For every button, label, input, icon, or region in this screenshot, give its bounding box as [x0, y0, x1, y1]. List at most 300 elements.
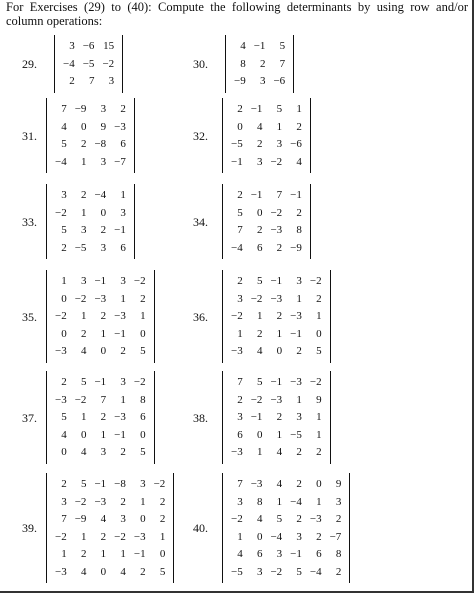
matrix-entry: 2 [100, 310, 107, 322]
matrix-entry: 7 [237, 478, 243, 490]
determinant-matrix [230, 38, 289, 91]
matrix-row [227, 222, 306, 240]
matrix-entry: 2 [80, 548, 87, 560]
matrix-entry: 3 [276, 548, 283, 560]
matrix-entry: 3 [335, 495, 342, 508]
matrix-entry: 0 [276, 345, 283, 357]
matrix-entry: −2 [309, 275, 322, 287]
matrix-entry: 1 [316, 428, 322, 441]
matrix-row [227, 564, 345, 582]
matrix-entry: 2 [237, 103, 243, 115]
determinant-bars [54, 35, 123, 93]
matrix-entry: 1 [100, 327, 107, 340]
matrix-row [227, 205, 306, 223]
matrix-entry: −2 [270, 155, 283, 168]
matrix-entry: 3 [296, 411, 302, 423]
matrix-row [227, 511, 345, 529]
matrix-row [227, 529, 345, 547]
matrix-row [227, 343, 326, 361]
matrix-entry: 2 [237, 275, 243, 287]
matrix-entry: −3 [94, 495, 107, 508]
matrix-row [227, 291, 326, 309]
matrix-entry: −6 [82, 40, 95, 52]
matrix-entry: 3 [296, 275, 302, 287]
matrix-entry: 1 [61, 275, 67, 287]
matrix-entry: 1 [296, 292, 302, 305]
matrix-entry: 2 [237, 189, 243, 201]
matrix-entry: −2 [309, 376, 322, 388]
matrix-entry: 5 [80, 376, 87, 388]
determinant-bars [222, 270, 331, 363]
matrix-entry: 4 [237, 548, 243, 560]
exercise-number: 36. [193, 309, 208, 324]
matrix-entry: 8 [140, 393, 146, 406]
matrix-entry: −1 [290, 327, 302, 340]
exercise-number: 29. [22, 57, 37, 71]
matrix-row [227, 546, 345, 564]
matrix-entry: −3 [114, 310, 126, 322]
exercise-number: 30. [193, 57, 208, 71]
matrix-entry: 4 [80, 345, 87, 357]
matrix-entry: −1 [250, 189, 263, 201]
determinant-matrix [227, 476, 345, 581]
matrix-row [51, 476, 169, 494]
matrix-entry: −2 [55, 530, 67, 543]
matrix-entry: 5 [237, 206, 243, 219]
matrix-entry: 5 [276, 513, 283, 525]
matrix-entry: 3 [259, 75, 266, 87]
matrix-entry: 6 [256, 241, 263, 254]
matrix-entry: −3 [55, 565, 67, 578]
matrix-entry: 2 [61, 241, 67, 254]
matrix-row [51, 187, 130, 205]
matrix-entry: −7 [114, 155, 126, 168]
matrix-entry: 2 [276, 411, 283, 423]
exercise-number: 35. [22, 309, 37, 324]
matrix-entry: 2 [237, 393, 243, 406]
matrix-entry: −2 [153, 478, 166, 490]
matrix-entry: −2 [114, 530, 126, 543]
matrix-entry: −3 [55, 345, 67, 357]
matrix-entry: 0 [100, 345, 107, 357]
matrix-entry: 5 [80, 478, 87, 490]
matrix-entry: 1 [256, 310, 263, 322]
matrix-entry: −3 [94, 292, 107, 305]
determinant-matrix [51, 374, 150, 462]
matrix-entry: 7 [88, 75, 95, 87]
matrix-entry: 3 [120, 513, 126, 525]
matrix-row [227, 374, 326, 392]
matrix-entry: 4 [80, 446, 87, 458]
matrix-entry: 5 [159, 565, 166, 578]
matrix-entry: −4 [63, 57, 75, 70]
matrix-entry: 0 [61, 446, 67, 458]
matrix-entry: −2 [231, 310, 243, 322]
matrix-entry: 8 [296, 224, 302, 236]
matrix-entry: −2 [74, 495, 87, 508]
matrix-entry: 8 [240, 57, 246, 70]
matrix-entry: 7 [237, 224, 243, 236]
matrix-row [51, 273, 150, 291]
matrix-row [230, 56, 289, 74]
matrix-entry: 3 [120, 206, 126, 219]
matrix-entry: 5 [140, 345, 146, 357]
matrix-entry: 1 [120, 548, 126, 560]
matrix-entry: −3 [270, 224, 283, 236]
matrix-entry: −6 [290, 138, 302, 150]
matrix-entry: 7 [100, 393, 107, 406]
matrix-entry: −1 [270, 275, 283, 287]
matrix-entry: 2 [296, 513, 302, 525]
matrix-entry: 3 [61, 189, 67, 201]
matrix-entry: 9 [316, 393, 322, 406]
matrix-row [59, 73, 118, 91]
matrix-entry: 3 [276, 138, 283, 150]
matrix-entry: −1 [114, 428, 126, 441]
determinant-matrix [227, 101, 306, 171]
matrix-entry: −8 [114, 478, 126, 490]
matrix-entry: −3 [231, 446, 243, 458]
matrix-entry: 3 [61, 495, 67, 508]
matrix-row [51, 427, 150, 445]
matrix-entry: 1 [316, 495, 322, 508]
matrix-entry: 2 [80, 327, 87, 340]
matrix-entry: 1 [80, 155, 87, 168]
matrix-entry: −3 [114, 120, 126, 133]
matrix-row [227, 273, 326, 291]
matrix-entry: 1 [276, 495, 283, 508]
matrix-entry: 3 [296, 530, 302, 543]
matrix-entry: 4 [80, 565, 87, 578]
matrix-entry: 1 [276, 120, 283, 133]
matrix-entry: 8 [256, 495, 263, 508]
matrix-entry: −5 [74, 241, 87, 254]
matrix-row [227, 101, 306, 119]
matrix-entry: 3 [237, 495, 243, 508]
matrix-row [51, 222, 130, 240]
matrix-row [51, 119, 130, 137]
matrix-entry: 3 [100, 241, 107, 254]
matrix-row [51, 409, 150, 427]
determinant-bars [222, 473, 350, 583]
matrix-entry: −2 [55, 310, 67, 322]
matrix-entry: 4 [256, 120, 263, 133]
matrix-entry: −3 [309, 513, 322, 525]
matrix-entry: −1 [253, 40, 266, 52]
matrix-entry: 2 [61, 376, 67, 388]
matrix-entry: 3 [108, 75, 115, 87]
matrix-entry: 7 [61, 103, 67, 115]
matrix-entry: −1 [114, 224, 126, 236]
matrix-entry: 4 [61, 120, 67, 133]
determinant-matrix [51, 187, 130, 257]
matrix-row [227, 154, 306, 172]
matrix-entry: 0 [316, 327, 322, 340]
matrix-entry: 0 [159, 548, 166, 560]
matrix-row [227, 136, 306, 154]
matrix-entry: 2 [256, 224, 263, 236]
matrix-entry: −9 [290, 241, 302, 254]
matrix-entry: 1 [159, 530, 166, 543]
matrix-row [51, 444, 150, 462]
matrix-entry: 6 [237, 428, 243, 441]
matrix-entry: −2 [102, 57, 115, 70]
matrix-entry: −1 [133, 548, 146, 560]
matrix-row [227, 444, 326, 462]
matrix-entry: 5 [276, 103, 283, 115]
matrix-entry: 4 [256, 345, 263, 357]
matrix-entry: 5 [61, 224, 67, 236]
matrix-entry: −2 [250, 393, 263, 406]
matrix-entry: −2 [55, 206, 67, 219]
matrix-entry: 9 [100, 120, 107, 133]
matrix-entry: 0 [100, 206, 107, 219]
matrix-entry: −2 [270, 206, 283, 219]
determinant-matrix [227, 273, 326, 361]
matrix-entry: 15 [103, 40, 115, 52]
determinant-bars [222, 98, 311, 173]
matrix-entry: 1 [80, 411, 87, 423]
exercise-number: 39. [22, 521, 37, 535]
matrix-row [51, 101, 130, 119]
matrix-entry: 3 [100, 155, 107, 168]
matrix-entry: 2 [276, 241, 283, 254]
matrix-entry: 2 [140, 565, 146, 578]
matrix-entry: 2 [256, 138, 263, 150]
matrix-entry: 1 [276, 428, 283, 441]
matrix-entry: 5 [61, 411, 67, 423]
matrix-entry: −1 [94, 478, 107, 490]
matrix-entry: −3 [250, 478, 263, 490]
matrix-entry: −3 [133, 530, 146, 543]
matrix-row [227, 187, 306, 205]
matrix-entry: −2 [250, 292, 263, 305]
determinant-bars [46, 473, 174, 583]
matrix-row [227, 409, 326, 427]
matrix-entry: 2 [335, 513, 342, 525]
matrix-entry: 0 [256, 206, 263, 219]
exercise-number: 40. [193, 521, 208, 535]
matrix-entry: 3 [237, 411, 243, 423]
matrix-entry: −5 [231, 138, 243, 150]
matrix-entry: 6 [140, 411, 146, 423]
matrix-entry: 1 [276, 327, 283, 340]
matrix-entry: 8 [335, 548, 342, 560]
matrix-row [51, 308, 150, 326]
matrix-row [227, 392, 326, 410]
matrix-entry: 2 [276, 310, 283, 322]
matrix-row [51, 564, 169, 582]
matrix-row [230, 38, 289, 56]
matrix-entry: 4 [120, 565, 126, 578]
matrix-entry: 1 [61, 548, 67, 560]
matrix-entry: 2 [100, 411, 107, 423]
matrix-entry: −1 [231, 155, 243, 168]
matrix-entry: 1 [296, 103, 302, 115]
matrix-entry: −9 [234, 75, 246, 87]
determinant-bars [225, 35, 294, 93]
matrix-entry: 1 [80, 530, 87, 543]
matrix-entry: 5 [140, 446, 146, 458]
matrix-entry: 5 [279, 40, 286, 52]
matrix-entry: 5 [296, 565, 302, 578]
determinant-bars [46, 98, 135, 173]
exercise-number: 33. [22, 214, 37, 229]
matrix-row [227, 494, 345, 512]
matrix-entry: 1 [80, 310, 87, 322]
determinant-matrix [51, 101, 130, 171]
matrix-row [227, 326, 326, 344]
matrix-entry: 2 [296, 206, 302, 219]
matrix-entry: 3 [120, 275, 126, 287]
matrix-entry: 3 [256, 565, 263, 578]
matrix-row [227, 427, 326, 445]
matrix-entry: −7 [329, 530, 342, 543]
matrix-row [227, 476, 345, 494]
matrix-entry: −2 [133, 376, 146, 388]
matrix-entry: 2 [296, 478, 302, 490]
matrix-entry: 1 [256, 446, 263, 458]
matrix-entry: 2 [120, 345, 126, 357]
matrix-row [51, 392, 150, 410]
determinant-matrix [51, 476, 169, 581]
matrix-entry: −1 [94, 376, 107, 388]
matrix-entry: −1 [250, 103, 263, 115]
matrix-row [51, 291, 150, 309]
exercise-number: 32. [193, 128, 208, 143]
matrix-entry: −3 [231, 345, 243, 357]
matrix-entry: 5 [256, 376, 263, 388]
matrix-row [51, 529, 169, 547]
matrix-entry: 0 [140, 513, 146, 525]
matrix-entry: 2 [120, 495, 126, 508]
determinant-matrix [227, 187, 306, 257]
matrix-entry: −3 [270, 292, 283, 305]
exercise-number: 38. [193, 410, 208, 425]
matrix-entry: −4 [94, 189, 107, 201]
exercise-number: 34. [193, 214, 208, 229]
exercise-number: 37. [22, 410, 37, 425]
matrix-entry: 0 [256, 530, 263, 543]
matrix-entry: −2 [133, 275, 146, 287]
matrix-entry: 1 [237, 327, 243, 340]
matrix-entry: 2 [296, 446, 302, 458]
matrix-row [51, 205, 130, 223]
matrix-entry: −4 [290, 495, 302, 508]
matrix-entry: 2 [120, 103, 126, 115]
matrix-entry: 1 [120, 189, 126, 201]
matrix-entry: 2 [80, 189, 87, 201]
matrix-entry: 3 [256, 155, 263, 168]
matrix-entry: 7 [237, 376, 243, 388]
matrix-entry: 3 [100, 446, 107, 458]
matrix-entry: −3 [270, 393, 283, 406]
matrix-entry: 2 [100, 530, 107, 543]
matrix-entry: 6 [120, 241, 126, 254]
matrix-entry: 4 [61, 428, 67, 441]
matrix-row [51, 546, 169, 564]
matrix-entry: 1 [296, 393, 302, 406]
matrix-entry: −5 [290, 428, 302, 441]
matrix-row [230, 73, 289, 91]
matrix-row [59, 56, 118, 74]
matrix-entry: 3 [120, 376, 126, 388]
matrix-entry: 4 [276, 478, 283, 490]
matrix-entry: −3 [114, 411, 126, 423]
matrix-row [59, 38, 118, 56]
matrix-entry: 2 [140, 292, 146, 305]
matrix-entry: −2 [74, 393, 87, 406]
matrix-entry: 2 [259, 57, 266, 70]
matrix-entry: −2 [270, 565, 283, 578]
matrix-entry: 3 [69, 40, 75, 52]
matrix-row [227, 240, 306, 258]
matrix-entry: 4 [296, 155, 302, 168]
matrix-entry: 0 [256, 428, 263, 441]
matrix-entry: 2 [256, 327, 263, 340]
matrix-entry: −3 [55, 393, 67, 406]
matrix-entry: −6 [273, 75, 286, 87]
matrix-row [227, 119, 306, 137]
matrix-entry: −9 [74, 513, 87, 525]
matrix-entry: −4 [270, 530, 283, 543]
determinant-bars [46, 184, 135, 259]
matrix-entry: 6 [316, 548, 322, 560]
matrix-row [51, 154, 130, 172]
matrix-entry: 0 [100, 565, 107, 578]
matrix-entry: 2 [100, 224, 107, 236]
matrix-entry: 1 [316, 310, 322, 322]
matrix-row [51, 240, 130, 258]
matrix-entry: 1 [120, 393, 126, 406]
matrix-row [51, 511, 169, 529]
matrix-entry: 0 [140, 428, 146, 441]
matrix-entry: 1 [237, 530, 243, 543]
matrix-entry: 1 [140, 495, 146, 508]
matrix-entry: 7 [61, 513, 67, 525]
matrix-entry: −9 [74, 103, 87, 115]
matrix-entry: 2 [159, 495, 166, 508]
matrix-entry: 3 [80, 275, 87, 287]
matrix-entry: 3 [80, 224, 87, 236]
determinant-bars [46, 270, 155, 363]
matrix-entry: −5 [82, 57, 95, 70]
matrix-entry: −3 [290, 376, 302, 388]
matrix-entry: 3 [237, 292, 243, 305]
matrix-entry: 2 [120, 446, 126, 458]
matrix-entry: 2 [316, 530, 322, 543]
matrix-entry: 4 [100, 513, 107, 525]
matrix-entry: 5 [256, 275, 263, 287]
matrix-row [51, 326, 150, 344]
matrix-entry: 1 [100, 428, 107, 441]
matrix-entry: 2 [316, 446, 322, 458]
matrix-entry: 2 [316, 292, 322, 305]
matrix-entry: 2 [296, 120, 302, 133]
matrix-entry: 5 [61, 138, 67, 150]
matrix-entry: −2 [231, 513, 243, 525]
matrix-row [51, 343, 150, 361]
matrix-entry: 6 [120, 138, 126, 150]
determinant-matrix [59, 38, 118, 91]
matrix-entry: −1 [270, 376, 283, 388]
matrix-entry: −8 [94, 138, 107, 150]
matrix-entry: 2 [80, 138, 87, 150]
matrix-entry: −1 [290, 189, 302, 201]
matrix-row [51, 374, 150, 392]
matrix-entry: 5 [316, 345, 322, 357]
matrix-entry: −5 [231, 565, 243, 578]
